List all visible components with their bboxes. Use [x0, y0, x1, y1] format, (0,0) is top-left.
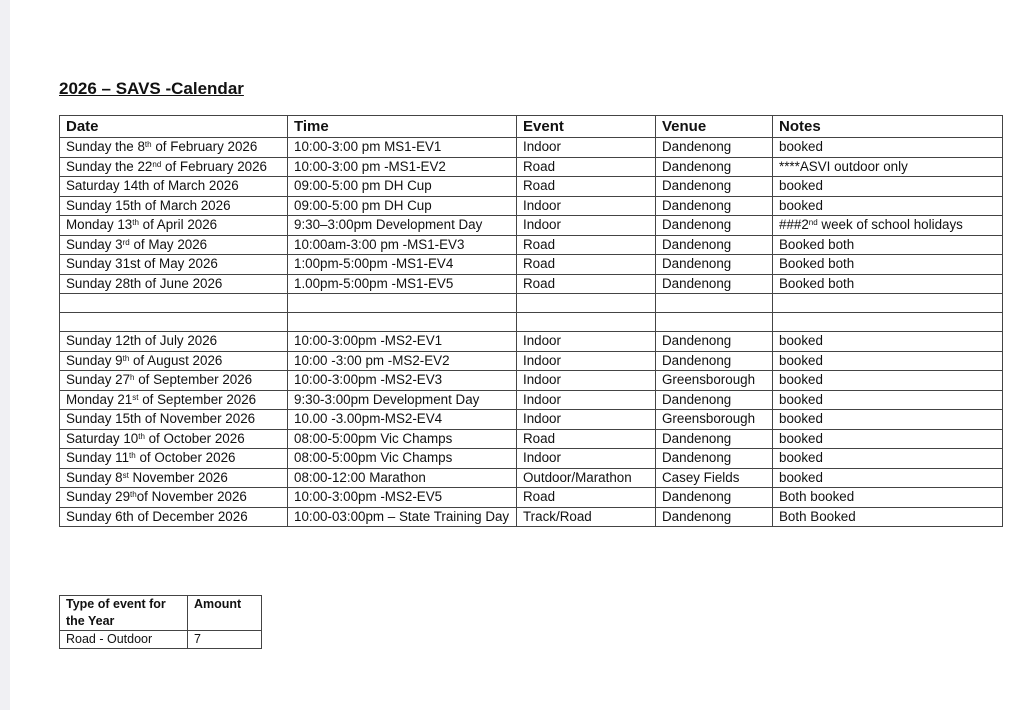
- date-text: Monday 21: [66, 391, 133, 407]
- notes-text: ###2: [779, 217, 809, 232]
- cell-time: 10:00-03:00pm – State Training Day: [288, 507, 517, 527]
- cell-date: [60, 449, 288, 469]
- date-text-rest: of November 2026: [136, 489, 247, 504]
- calendar-row: [60, 468, 1003, 488]
- cell-event: Indoor: [517, 371, 656, 391]
- cell-event: [517, 313, 656, 332]
- cell-time: 09:00-5:00 pm DH Cup: [288, 177, 517, 197]
- date-text: Sunday the 22: [66, 158, 153, 174]
- calendar-row: [60, 216, 1003, 236]
- cell-date: [60, 410, 288, 430]
- date-text: Sunday 15th of November 2026: [66, 411, 256, 426]
- cell-date: [60, 235, 288, 255]
- cell-notes: booked: [773, 468, 1003, 488]
- cell-notes: Booked both: [773, 274, 1003, 294]
- date-text: Sunday 6th of December 2026: [66, 508, 248, 524]
- cell-date: [60, 488, 288, 508]
- summary-table: [59, 595, 262, 649]
- calendar-row: [60, 410, 1003, 430]
- cell-time: 10:00am-3:00 pm -MS1-EV3: [288, 235, 517, 255]
- cell-event: Track/Road: [517, 507, 656, 527]
- date-ordinal-suffix: h: [130, 373, 135, 382]
- cell-notes: Both booked: [773, 488, 1003, 508]
- blank-row: [60, 313, 1003, 332]
- cell-date: [60, 138, 288, 158]
- date-text: Sunday 8: [66, 469, 123, 485]
- date-text-rest: of May 2026: [129, 236, 208, 252]
- cell-date: [60, 351, 288, 371]
- cell-time: 08:00-12:00 Marathon: [288, 468, 517, 488]
- date-text: Saturday 14th of March 2026: [66, 178, 239, 193]
- cell-venue: Dandenong: [656, 274, 773, 294]
- date-text: Sunday 28th of June 2026: [66, 275, 223, 291]
- calendar-row: [60, 235, 1003, 255]
- cell-notes: Booked both: [773, 255, 1003, 275]
- calendar-row: [60, 332, 1003, 352]
- date-text-rest: of September 2026: [134, 372, 253, 387]
- notes-ordinal-suffix: nd: [808, 218, 818, 227]
- cell-venue: Dandenong: [656, 157, 773, 177]
- date-text: Sunday 31st of May 2026: [66, 256, 218, 271]
- cell-event: Outdoor/Marathon: [517, 468, 656, 488]
- cell-event: Road: [517, 274, 656, 294]
- date-text-rest: of August 2026: [129, 352, 223, 368]
- calendar-row: [60, 138, 1003, 158]
- cell-time: 1:00pm-5:00pm -MS1-EV4: [288, 255, 517, 275]
- cell-date: [60, 507, 288, 527]
- cell-notes: booked: [773, 410, 1003, 430]
- date-ordinal-suffix: th: [130, 490, 137, 499]
- cell-date: [60, 196, 288, 216]
- cell-time: 10:00 -3:00 pm -MS2-EV2: [288, 351, 517, 371]
- date-ordinal-suffix: th: [144, 140, 152, 149]
- calendar-row: [60, 488, 1003, 508]
- cell-venue: Dandenong: [656, 235, 773, 255]
- cell-notes: booked: [773, 196, 1003, 216]
- cell-date: [60, 390, 288, 410]
- cell-date: [60, 313, 288, 332]
- calendar-row: [60, 255, 1003, 275]
- cell-time: 10:00-3:00pm -MS2-EV3: [288, 371, 517, 391]
- cell-notes: booked: [773, 177, 1003, 197]
- cell-venue: Greensborough: [656, 410, 773, 430]
- cell-notes: [773, 216, 1003, 236]
- cell-event: Road: [517, 157, 656, 177]
- cell-date: [60, 371, 288, 391]
- calendar-header-row: [60, 116, 1003, 138]
- cell-event: Indoor: [517, 351, 656, 371]
- calendar-table: [59, 115, 1003, 527]
- summary-body: [60, 631, 262, 649]
- calendar-row: [60, 177, 1003, 197]
- cell-time: 10:00-3:00pm -MS2-EV1: [288, 332, 517, 352]
- cell-event: Indoor: [517, 390, 656, 410]
- blank-row: [60, 294, 1003, 313]
- date-ordinal-suffix: nd: [152, 159, 162, 169]
- date-text: Sunday 11: [66, 450, 130, 465]
- date-text: Saturday 10: [66, 430, 139, 446]
- summary-cell-amount: 7: [188, 631, 262, 649]
- cell-time: [288, 313, 517, 332]
- date-ordinal-suffix: th: [138, 431, 145, 441]
- cell-notes: booked: [773, 138, 1003, 158]
- calendar-row: [60, 449, 1003, 469]
- calendar-row: [60, 390, 1003, 410]
- cell-date: [60, 468, 288, 488]
- calendar-body: [60, 138, 1003, 527]
- cell-date: [60, 429, 288, 449]
- cell-time: 10:00-3:00 pm -MS1-EV2: [288, 157, 517, 177]
- cell-venue: [656, 313, 773, 332]
- summary-header-type: Type of event for the Year: [60, 596, 188, 631]
- cell-venue: Dandenong: [656, 196, 773, 216]
- cell-event: Indoor: [517, 449, 656, 469]
- date-text: Sunday 12th of July 2026: [66, 333, 218, 348]
- cell-venue: Dandenong: [656, 488, 773, 508]
- cell-venue: Dandenong: [656, 507, 773, 527]
- cell-date: [60, 332, 288, 352]
- cell-venue: Dandenong: [656, 429, 773, 449]
- calendar-row: [60, 371, 1003, 391]
- cell-event: Indoor: [517, 138, 656, 158]
- cell-venue: Greensborough: [656, 371, 773, 391]
- calendar-row: [60, 157, 1003, 177]
- summary-row: [60, 631, 262, 649]
- cell-venue: Dandenong: [656, 138, 773, 158]
- calendar-row: [60, 196, 1003, 216]
- calendar-row: [60, 351, 1003, 371]
- cell-venue: Dandenong: [656, 351, 773, 371]
- cell-time: 10:00-3:00 pm MS1-EV1: [288, 138, 517, 158]
- cell-event: Road: [517, 235, 656, 255]
- date-text-rest: of October 2026: [144, 430, 245, 446]
- cell-time: [288, 294, 517, 313]
- cell-date: [60, 157, 288, 177]
- cell-time: 9:30–3:00pm Development Day: [288, 216, 517, 236]
- cell-date: [60, 274, 288, 294]
- cell-event: Road: [517, 177, 656, 197]
- date-text: Sunday 3: [66, 236, 123, 252]
- date-text-rest: November 2026: [128, 469, 228, 485]
- cell-event: Indoor: [517, 332, 656, 352]
- header-time: Time: [288, 116, 517, 138]
- cell-notes: booked: [773, 449, 1003, 469]
- date-text: Sunday 29: [66, 489, 131, 504]
- date-text: Sunday 9: [66, 352, 123, 368]
- cell-event: Road: [517, 255, 656, 275]
- cell-event: Indoor: [517, 196, 656, 216]
- date-text: Sunday 15th of March 2026: [66, 197, 231, 213]
- cell-time: 09:00-5:00 pm DH Cup: [288, 196, 517, 216]
- cell-notes: booked: [773, 429, 1003, 449]
- date-text-rest: of April 2026: [138, 217, 218, 232]
- cell-venue: Dandenong: [656, 332, 773, 352]
- cell-venue: Dandenong: [656, 177, 773, 197]
- cell-date: [60, 216, 288, 236]
- date-ordinal-suffix: st: [122, 470, 129, 480]
- cell-notes: [773, 313, 1003, 332]
- summary-header-amount: Amount: [188, 596, 262, 631]
- cell-time: 1.00pm-5:00pm -MS1-EV5: [288, 274, 517, 294]
- calendar-row: [60, 274, 1003, 294]
- date-text: Sunday the 8: [66, 139, 145, 154]
- date-text-rest: of September 2026: [138, 391, 257, 407]
- cell-time: 10:00-3:00pm -MS2-EV5: [288, 488, 517, 508]
- date-text: Sunday 27: [66, 372, 131, 387]
- cell-notes: booked: [773, 371, 1003, 391]
- cell-venue: Dandenong: [656, 255, 773, 275]
- cell-venue: Dandenong: [656, 216, 773, 236]
- date-text-rest: of October 2026: [135, 450, 236, 465]
- header-notes: Notes: [773, 116, 1003, 138]
- cell-date: [60, 294, 288, 313]
- cell-notes: Both Booked: [773, 507, 1003, 527]
- cell-event: Indoor: [517, 410, 656, 430]
- date-text: Monday 13: [66, 217, 133, 232]
- date-text-rest: of February 2026: [161, 158, 267, 174]
- cell-time: 10.00 -3.00pm-MS2-EV4: [288, 410, 517, 430]
- cell-event: Road: [517, 488, 656, 508]
- date-text-rest: of February 2026: [151, 139, 258, 154]
- calendar-row: [60, 507, 1003, 527]
- cell-notes: booked: [773, 332, 1003, 352]
- cell-notes: booked: [773, 351, 1003, 371]
- date-ordinal-suffix: st: [132, 392, 139, 402]
- header-venue: Venue: [656, 116, 773, 138]
- cell-venue: Dandenong: [656, 449, 773, 469]
- page-title: 2026 – SAVS -Calendar: [59, 79, 244, 98]
- cell-time: 08:00-5:00pm Vic Champs: [288, 429, 517, 449]
- cell-venue: [656, 294, 773, 313]
- date-ordinal-suffix: th: [129, 451, 136, 460]
- cell-notes: [773, 294, 1003, 313]
- calendar-row: [60, 429, 1003, 449]
- header-event: Event: [517, 116, 656, 138]
- cell-notes: ****ASVI outdoor only: [773, 157, 1003, 177]
- notes-text-rest: week of school holidays: [817, 217, 963, 232]
- date-ordinal-suffix: th: [132, 218, 139, 227]
- cell-notes: booked: [773, 390, 1003, 410]
- header-date: Date: [60, 116, 288, 138]
- cell-time: 9:30-3:00pm Development Day: [288, 390, 517, 410]
- cell-date: [60, 177, 288, 197]
- cell-event: Indoor: [517, 216, 656, 236]
- cell-date: [60, 255, 288, 275]
- date-ordinal-suffix: rd: [122, 237, 130, 247]
- cell-event: [517, 294, 656, 313]
- summary-cell-type: Road - Outdoor: [60, 631, 188, 649]
- cell-notes: Booked both: [773, 235, 1003, 255]
- cell-venue: Dandenong: [656, 390, 773, 410]
- date-ordinal-suffix: th: [122, 353, 130, 363]
- cell-time: 08:00-5:00pm Vic Champs: [288, 449, 517, 469]
- cell-event: Road: [517, 429, 656, 449]
- summary-header-row: [60, 596, 262, 631]
- cell-venue: Casey Fields: [656, 468, 773, 488]
